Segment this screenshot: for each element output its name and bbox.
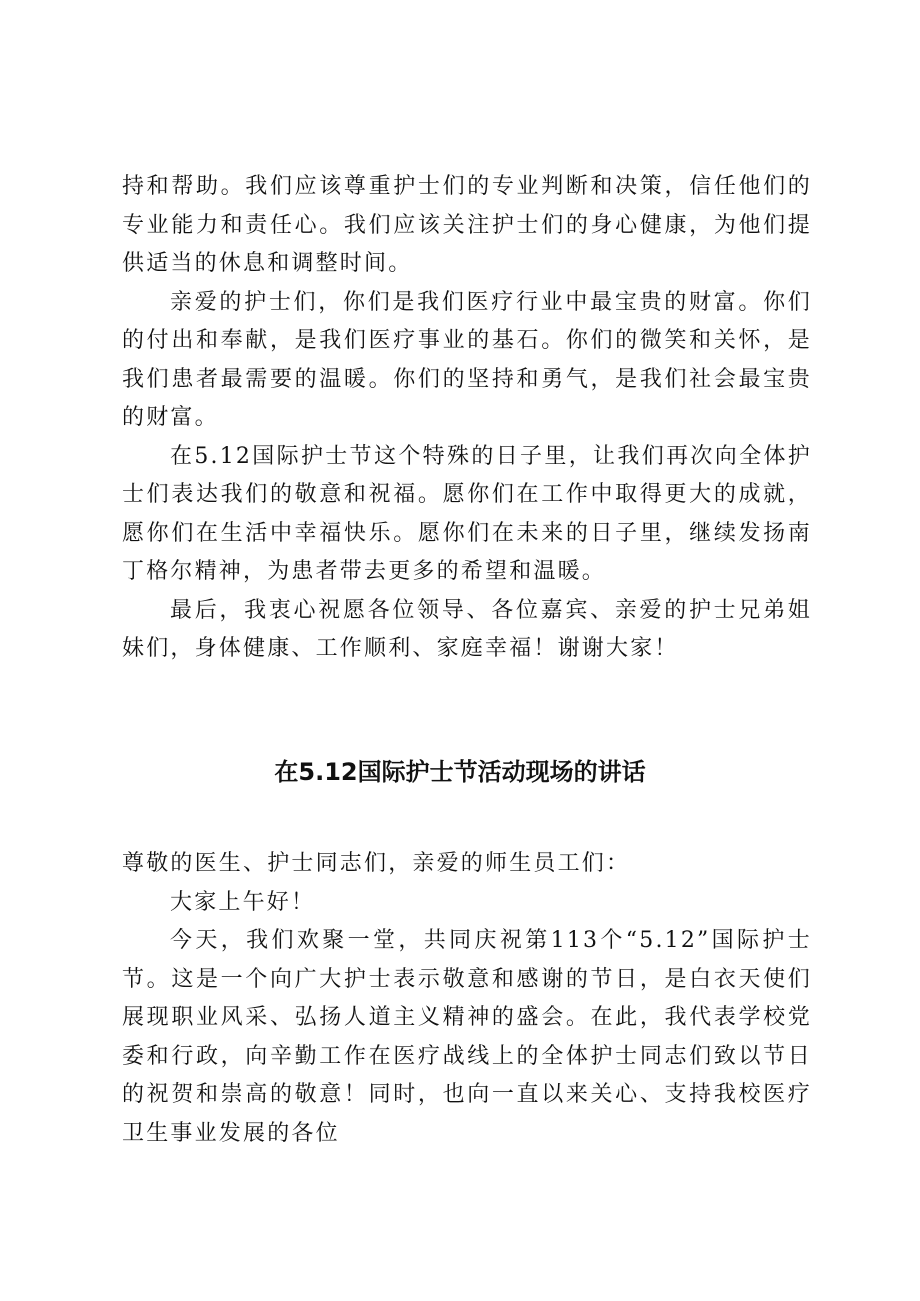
speech-opening-paragraph: 今天，我们欢聚一堂，共同庆祝第113个“5.12”国际护士节。这是一个向广大护士表示敬意和感谢的节日，是白衣天使们展现职业风采、弘扬人道主义精神的盛会。在此，我代表学校党委和行政，向辛勤工作在医疗战线上的全体护士同志们致以节日的祝贺和崇高的敬意！同时，也向一直以来关心、支持我校医疗卫生事业发展的各位 — [122, 928, 812, 1146]
paragraph-continued: 持和帮助。我们应该尊重护士们的专业判断和决策，信任他们的专业能力和责任心。我们应该关注护士们的身心健康，为他们提供适当的休息和调整时间。 — [122, 174, 812, 276]
paragraph-nurses-day-wishes: 在5.12国际护士节这个特殊的日子里，让我们再次向全体护士们表达我们的敬意和祝福。愿你们在工作中取得更大的成就，愿你们在生活中幸福快乐。愿你们在未来的日子里，继续发扬南丁格尔精神，为患者带去更多的希望和温暖。 — [122, 443, 812, 584]
speech-salutation: 尊敬的医生、护士同志们，亲爱的师生员工们： — [122, 851, 631, 876]
speech-body — [122, 845, 812, 1153]
speech-title: 在5.12国际护士节活动现场的讲话 — [274, 758, 646, 786]
paragraph-dear-nurses: 亲爱的护士们，你们是我们医疗行业中最宝贵的财富。你们的付出和奉献，是我们医疗事业的基石。你们的微笑和关怀，是我们患者最需要的温暖。你们的坚持和勇气，是我们社会最宝贵的财富。 — [122, 289, 812, 430]
previous-speech-continuation — [122, 168, 812, 669]
paragraph-closing-thanks: 最后，我衷心祝愿各位领导、各位嘉宾、亲爱的护士兄弟姐妹们，身体健康、工作顺利、家庭幸福！谢谢大家！ — [122, 597, 812, 661]
speech-greeting: 大家上午好！ — [170, 889, 316, 915]
